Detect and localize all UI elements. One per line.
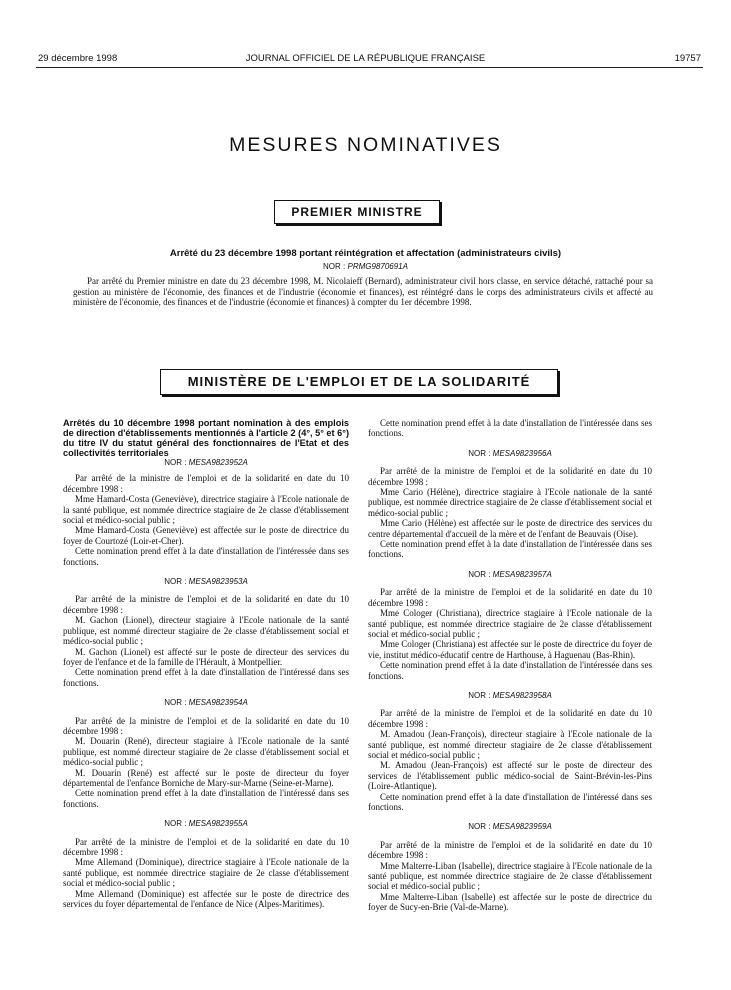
nor-reference [63,819,349,829]
nor-label: NOR : [468,448,491,458]
nor-label: NOR : [164,698,187,708]
paragraph: Mme Hamard-Costa (Geneviève), directrice stagiaire à l'Ecole nationale de la santé publique, est nommée directrice stagiaire de 2e classe d'établissement social et médico-social public ; [63,494,349,526]
nor-reference [63,577,349,587]
paragraph: Par arrêté de la ministre de l'emploi et de la solidarité en date du 10 décembre 1998 : [368,708,652,729]
nor-value: PRMG9870691A [347,262,408,271]
nor-value: MESA9823953A [188,577,248,587]
paragraph: M. Amadou (Jean-François) est affecté sur le poste de directeur des services de l'établissement public médico-social de Saint-Brévin-les-Pins (Loire-Atlantique). [368,760,652,792]
paragraph: Cette nomination prend effet à la date d'installation de l'intéressé dans ses fonctions. [368,791,652,812]
nor-reference [368,449,652,459]
paragraph: Par arrêté de la ministre de l'emploi et de la solidarité en date du 10 décembre 1998 : [368,587,652,608]
paragraph: Cette nomination prend effet à la date d'installation de l'intéressé dans ses fonctions. [63,788,349,809]
right-column [368,418,652,913]
nor-reference [368,570,652,580]
paragraph: Par arrêté de la ministre de l'emploi et de la solidarité en date du 10 décembre 1998 : [63,836,349,857]
paragraph: Cette nomination prend effet à la date d'installation de l'intéressée dans ses fonctions. [63,546,349,567]
paragraph: Mme Cario (Hélène) est affectée sur le poste de directrice des services du centre départemental d'accueil de la mère et de l'enfant de Beauvais (Oise). [368,518,652,539]
nor-label: NOR : [164,577,187,587]
header-rule [36,67,703,68]
nor-value: MESA9823956A [492,448,552,458]
left-column [63,418,349,909]
nor-reference [63,698,349,708]
nor-reference [368,691,652,701]
paragraph: Mme Malterre-Liban (Isabelle) est affectée sur le poste de directrice du foyer de Sucy-en-Brie (Val-de-Marne). [368,891,652,913]
paragraph: M. Amadou (Jean-François), directeur stagiaire à l'Ecole nationale de la santé publique, est nommé directeur stagiaire de 2e classe d'établissement social et médico-social public ; [368,729,652,760]
section-heading-ministere-emploi: MINISTÈRE DE L'EMPLOI ET DE LA SOLIDARITÉ [160,369,558,395]
paragraph: Mme Allemand (Dominique), directrice stagiaire à l'Ecole nationale de la santé publique, est nommée directrice stagiaire de 2e classe d'établissement social et médico-social public ; [63,857,349,889]
arrete-paragraph: Par arrêté du Premier ministre en date du 23 décembre 1998, M. Nicolaieff (Bernard), administrateur civil hors classe, en service détaché, rattaché pour sa gestion au ministère de l'économie, des finances et de l'industrie (économie et finances), est réintégré dans le corps des administrateurs civils et affecté au ministère de l'économie, des finances et de l'industrie (économie et finances) à compter du 1er décembre 1998. [73,276,653,308]
section-heading-premier-ministre: PREMIER MINISTRE [274,200,440,224]
nor-label: NOR : [468,690,491,700]
arrete-title: Arrêté du 23 décembre 1998 portant réintégration et affectation (administrateurs civils) [169,248,562,259]
paragraph: Par arrêté de la ministre de l'emploi et de la solidarité en date du 10 décembre 1998 : [368,466,652,487]
paragraph: Mme Malterre-Liban (Isabelle), directrice stagiaire à l'Ecole nationale de la santé publique, est nommée directrice stagiaire de 2e classe d'établissement social et médico-social public ; [368,860,652,892]
paragraph: M. Gachon (Lionel) est affecté sur le poste de directeur des services du foyer de l'enfance et de la famille de l'Hérault, à Montpellier. [63,646,349,667]
header-date: 29 décembre 1998 [38,53,118,64]
page-title: MESURES NOMINATIVES [229,134,502,156]
nor-value: MESA9823955A [188,819,248,829]
nor-label: NOR : [468,822,491,832]
paragraph: Mme Cologer (Christiana) est affectée sur le poste de directrice du foyer de vie, institut médico-éducatif centre de Harthouse, à Haguenau (Bas-Rhin). [368,639,652,660]
paragraph: Par arrêté de la ministre de l'emploi et de la solidarité en date du 10 décembre 1998 : [63,473,349,494]
nor-label: NOR : [323,262,346,271]
nor-value: MESA9823959A [492,822,552,832]
nor-value: MESA9823958A [492,690,552,700]
nor-reference [0,262,731,271]
nor-value: MESA9823954A [188,698,248,708]
paragraph: Mme Cario (Hélène), directrice stagiaire à l'Ecole nationale de la santé publique, est nommée directrice stagiaire de 2e classe d'établissement social et médico-social public ; [368,487,652,518]
nor-label: NOR : [164,819,187,829]
nor-value: MESA9823957A [492,569,552,579]
nor-reference [63,458,349,468]
nor-label: NOR : [164,458,187,467]
paragraph: M. Douarin (René) est affecté sur le poste de directeur du foyer départemental de l'enfance Borniche de Mary-sur-Marne (Seine-et-Marne). [63,767,349,788]
paragraph: M. Gachon (Lionel), directeur stagiaire à l'Ecole nationale de la santé publique, est nommé directeur stagiaire de 2e classe d'établissement social et médico-social public ; [63,615,349,647]
paragraph: Par arrêté de la ministre de l'emploi et de la solidarité en date du 10 décembre 1998 : [368,839,652,861]
nor-label: NOR : [468,569,491,579]
nor-value: MESA9823952A [188,458,248,467]
paragraph: Mme Allemand (Dominique) est affectée sur le poste de directrice des services du foyer départemental de l'enfance de Nice (Alpes-Maritimes). [63,888,349,910]
paragraph: Mme Hamard-Costa (Geneviève) est affectée sur le poste de directrice du foyer de Courtozé (Loir-et-Cher). [63,525,349,546]
paragraph: Par arrêté de la ministre de l'emploi et de la solidarité en date du 10 décembre 1998 : [63,715,349,736]
paragraph: Par arrêté de la ministre de l'emploi et de la solidarité en date du 10 décembre 1998 : [63,594,349,615]
paragraph: M. Douarin (René), directeur stagiaire à l'Ecole nationale de la santé publique, est nommé directeur stagiaire de 2e classe d'établissement social et médico-social public ; [63,736,349,768]
paragraph: Cette nomination prend effet à la date d'installation de l'intéressée dans ses fonctions. [368,418,652,439]
arretes-title: Arrêtés du 10 décembre 1998 portant nomination à des emplois de direction d'établissements mentionnés à l'article 2 (4°, 5° et 6°) du titre IV du statut général des fonctionnaires de l'Etat et des collectivités territoriales [63,418,350,458]
nor-reference [368,822,652,832]
header-page-number: 19757 [674,53,701,64]
paragraph: Cette nomination prend effet à la date d'installation de l'intéressée dans ses fonctions. [368,539,652,560]
paragraph: Cette nomination prend effet à la date d'installation de l'intéressé dans ses fonctions. [63,667,349,688]
paragraph: Mme Cologer (Christiana), directrice stagiaire à l'Ecole nationale de la santé publique, est nommée directrice stagiaire de 2e classe d'établissement social et médico-social public ; [368,608,652,639]
paragraph: Cette nomination prend effet à la date d'installation de l'intéressée dans ses fonctions. [368,660,652,681]
header-journal-title: JOURNAL OFFICIEL DE LA RÉPUBLIQUE FRANÇAISE [245,53,486,64]
